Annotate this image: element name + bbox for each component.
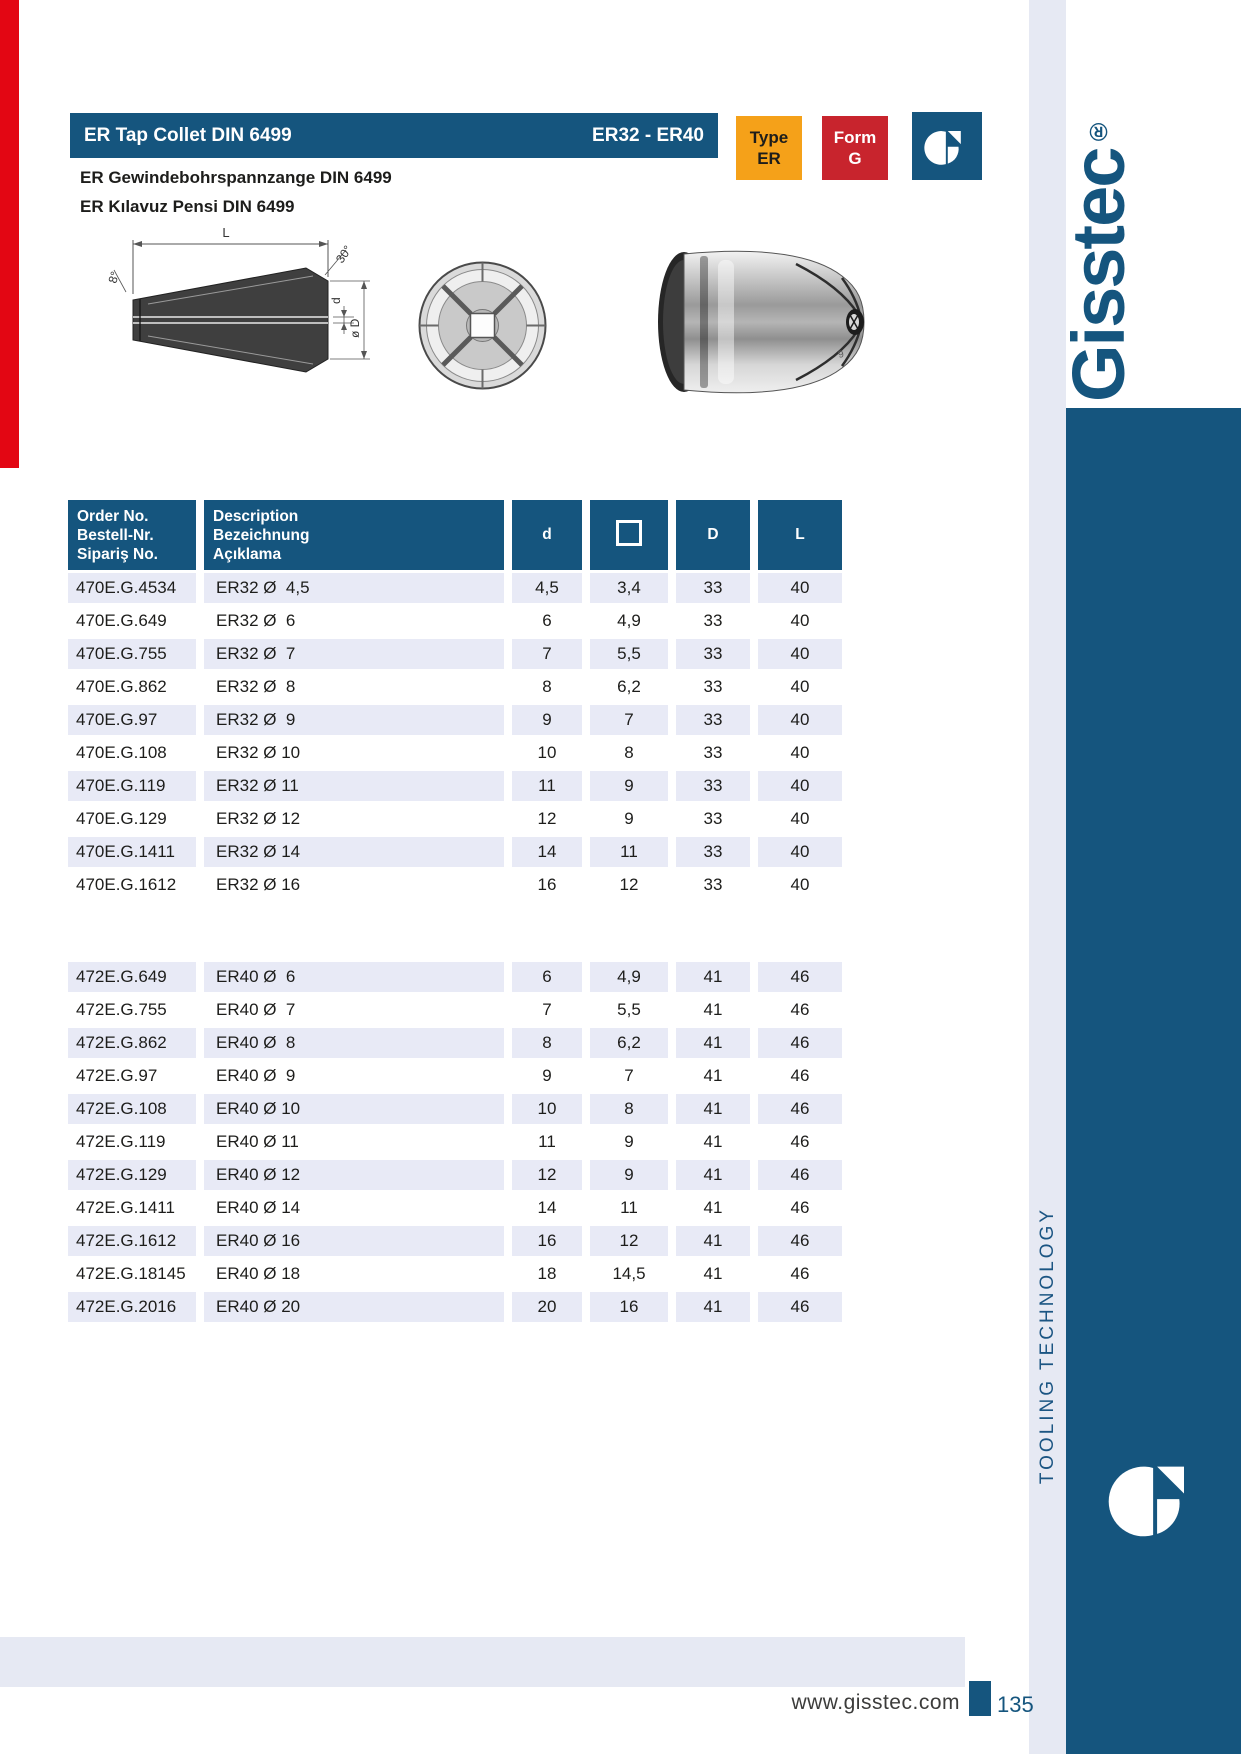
- cell-description: ER32 Ø 6: [216, 611, 296, 630]
- cell-order: 472E.G.108: [68, 1094, 196, 1124]
- gisstec-logo-icon: [924, 126, 970, 166]
- registered-mark: ®: [1084, 116, 1113, 145]
- cell-D: 41: [676, 1226, 750, 1256]
- header-D: D: [676, 500, 750, 570]
- cell-L: 40: [790, 743, 810, 762]
- cell-d: 16: [512, 1226, 582, 1256]
- cell-L: 46: [758, 1094, 842, 1124]
- cell-D: 41: [703, 1066, 723, 1085]
- table-row: [68, 672, 842, 702]
- cell-square: 9: [590, 1160, 668, 1190]
- cell-L: 40: [758, 573, 842, 603]
- cell-L: 46: [758, 1226, 842, 1256]
- cell-d: 6: [512, 962, 582, 992]
- cell-d: 10: [512, 1094, 582, 1124]
- type-badge: Type ER: [736, 116, 802, 180]
- cell-D: 33: [703, 743, 723, 762]
- section-spacer: [68, 903, 842, 959]
- cell-D: 41: [676, 962, 750, 992]
- cell-order: 472E.G.862: [68, 1028, 196, 1058]
- cell-d: 7: [512, 639, 582, 669]
- table-row: [68, 573, 842, 603]
- header-square: [590, 500, 668, 570]
- cell-description: ER32 Ø 12: [216, 809, 301, 828]
- cell-square: 6,2: [617, 677, 641, 696]
- cell-D: 41: [703, 1198, 723, 1217]
- cell-square: 11: [590, 837, 668, 867]
- table-row: [68, 804, 842, 834]
- cell-square: 9: [624, 809, 634, 828]
- header-order: Order No. Bestell-Nr. Sipariş No.: [68, 500, 196, 570]
- cell-D: 41: [703, 1000, 723, 1019]
- collet-photo: [646, 242, 876, 402]
- cell-square: 4,9: [617, 611, 641, 630]
- cell-D: 41: [676, 1292, 750, 1322]
- cell-d: 14: [537, 1198, 557, 1217]
- cell-square: 7: [590, 705, 668, 735]
- table-row: [68, 1127, 842, 1157]
- table-row: [68, 1094, 842, 1124]
- table-row: [68, 1226, 842, 1256]
- table-row: [68, 639, 842, 669]
- page-title: ER Tap Collet DIN 6499: [84, 124, 292, 146]
- header-d: d: [512, 500, 582, 570]
- cell-square: 8: [590, 1094, 668, 1124]
- cell-L: 46: [790, 1000, 810, 1019]
- cell-description: ER32 Ø 14: [204, 837, 504, 867]
- cell-description: ER40 Ø 6: [204, 962, 504, 992]
- cell-description: ER40 Ø 10: [204, 1094, 504, 1124]
- cell-square: 11: [620, 1198, 638, 1217]
- cell-L: 40: [790, 677, 810, 696]
- dim-30deg-label: 30°: [332, 242, 355, 266]
- cell-D: 41: [676, 1160, 750, 1190]
- cell-L: 40: [790, 809, 810, 828]
- subtitle-german: ER Gewindebohrspannzange DIN 6499: [80, 168, 392, 187]
- cell-D: 33: [703, 809, 723, 828]
- cell-d: 4,5: [512, 573, 582, 603]
- cell-L: 46: [790, 1198, 810, 1217]
- dim-D-label: ø D: [348, 318, 362, 338]
- cell-description: ER32 Ø 16: [216, 875, 301, 894]
- cell-order: 472E.G.18145: [76, 1264, 186, 1283]
- cell-d: 9: [512, 705, 582, 735]
- cell-square: 4,9: [590, 962, 668, 992]
- brand-name: Gisstec: [1057, 148, 1140, 402]
- cell-d: 14: [512, 837, 582, 867]
- cell-square: 16: [590, 1292, 668, 1322]
- cell-D: 33: [703, 677, 723, 696]
- cell-D: 41: [703, 1264, 723, 1283]
- cell-square: 5,5: [590, 639, 668, 669]
- table-header-row: [68, 500, 842, 570]
- cell-d: 12: [512, 1160, 582, 1190]
- cell-order: 470E.G.108: [76, 743, 167, 762]
- cell-order: 470E.G.649: [76, 611, 167, 630]
- cell-D: 33: [703, 875, 723, 894]
- form-badge: Form G: [822, 116, 888, 180]
- cell-description: ER32 Ø 11: [204, 771, 504, 801]
- cell-order: 472E.G.755: [76, 1000, 167, 1019]
- cell-order: 472E.G.1612: [68, 1226, 196, 1256]
- collet-table-body: [68, 573, 842, 1322]
- cell-L: 46: [790, 1066, 810, 1085]
- vertical-tagline: TOOLING TECHNOLOGY: [1036, 1207, 1058, 1485]
- cell-d: 20: [512, 1292, 582, 1322]
- table-row: [68, 995, 842, 1025]
- cell-order: 472E.G.97: [76, 1066, 158, 1085]
- table-row: [68, 738, 842, 768]
- collet-front-drawing: [415, 258, 550, 393]
- cell-D: 41: [676, 1094, 750, 1124]
- gisstec-logo-badge: [912, 112, 982, 180]
- cell-order: 470E.G.1411: [68, 837, 196, 867]
- cell-d: 8: [542, 677, 552, 696]
- cell-description: ER40 Ø 18: [216, 1264, 301, 1283]
- collet-side-drawing: [78, 220, 378, 410]
- table-row: [68, 606, 842, 636]
- cell-d: 7: [542, 1000, 552, 1019]
- table-row: [68, 837, 842, 867]
- cell-order: 472E.G.129: [68, 1160, 196, 1190]
- cell-L: 46: [790, 1264, 810, 1283]
- footer-band: [0, 1637, 965, 1687]
- table-row: [68, 1193, 842, 1223]
- header-description: Description Bezeichnung Açıklama: [204, 500, 504, 570]
- table-row: [68, 1061, 842, 1091]
- dim-8deg-label: 8°: [105, 269, 123, 285]
- cell-description: ER32 Ø 8: [216, 677, 296, 696]
- cell-d: 11: [512, 771, 582, 801]
- cell-D: 33: [676, 771, 750, 801]
- cell-d: 9: [542, 1066, 552, 1085]
- cell-L: 46: [758, 1160, 842, 1190]
- sidebar-blue-band: [1066, 408, 1241, 1754]
- cell-description: ER40 Ø 8: [204, 1028, 504, 1058]
- header-L: L: [758, 500, 842, 570]
- cell-D: 33: [676, 573, 750, 603]
- cell-d: 12: [537, 809, 557, 828]
- dim-L-label: L: [222, 225, 230, 240]
- cell-square: 3,4: [590, 573, 668, 603]
- cell-description: ER40 Ø 16: [204, 1226, 504, 1256]
- cell-description: ER32 Ø 10: [216, 743, 301, 762]
- cell-L: 46: [758, 1028, 842, 1058]
- cell-D: 33: [676, 837, 750, 867]
- brand-wordmark: [1057, 82, 1140, 402]
- cell-order: 472E.G.649: [68, 962, 196, 992]
- cell-D: 33: [676, 639, 750, 669]
- cell-description: ER40 Ø 9: [216, 1066, 296, 1085]
- cell-description: ER40 Ø 14: [216, 1198, 301, 1217]
- cell-d: 18: [537, 1264, 557, 1283]
- cell-order: 470E.G.755: [68, 639, 196, 669]
- website-link[interactable]: www.gisstec.com: [791, 1691, 960, 1714]
- table-row: [68, 1292, 842, 1322]
- cell-L: 46: [758, 962, 842, 992]
- cell-square: 6,2: [590, 1028, 668, 1058]
- cell-description: ER40 Ø 11: [216, 1132, 299, 1151]
- table-row: [68, 705, 842, 735]
- cell-square: 12: [590, 1226, 668, 1256]
- cell-square: 7: [624, 1066, 634, 1085]
- cell-L: 40: [790, 875, 810, 894]
- cell-square: 8: [624, 743, 634, 762]
- cell-square: 12: [619, 875, 639, 894]
- cell-d: 11: [538, 1132, 556, 1151]
- photo-engraving: 9: [837, 348, 846, 361]
- cell-d: 6: [542, 611, 552, 630]
- table-row: [68, 962, 842, 992]
- cell-order: 472E.G.1411: [76, 1198, 175, 1217]
- cell-L: 40: [758, 837, 842, 867]
- cell-d: 10: [537, 743, 557, 762]
- cell-order: 470E.G.4534: [68, 573, 196, 603]
- cell-order: 472E.G.119: [76, 1132, 166, 1151]
- cell-order: 470E.G.129: [76, 809, 167, 828]
- cell-L: 40: [758, 705, 842, 735]
- table-row: [68, 771, 842, 801]
- table-row: [68, 1160, 842, 1190]
- cell-d: 8: [512, 1028, 582, 1058]
- cell-square: 9: [590, 771, 668, 801]
- cell-square: 9: [624, 1132, 634, 1151]
- cell-D: 41: [703, 1132, 723, 1151]
- cell-D: 33: [676, 705, 750, 735]
- cell-description: ER40 Ø 12: [204, 1160, 504, 1190]
- cell-description: ER32 Ø 9: [204, 705, 504, 735]
- gisstec-logo: [1108, 1455, 1203, 1540]
- table-row: [68, 1259, 842, 1289]
- cell-L: 40: [758, 639, 842, 669]
- cell-L: 46: [758, 1292, 842, 1322]
- page-number-marker: [969, 1681, 991, 1716]
- cell-order: 470E.G.119: [68, 771, 196, 801]
- square-symbol-icon: [616, 520, 642, 546]
- collet-table: [60, 497, 850, 1325]
- table-row: [68, 1028, 842, 1058]
- cell-order: 470E.G.862: [76, 677, 167, 696]
- size-range: ER32 - ER40: [592, 124, 704, 146]
- cell-description: ER40 Ø 7: [216, 1000, 296, 1019]
- cell-description: ER40 Ø 20: [204, 1292, 504, 1322]
- cell-order: 472E.G.2016: [68, 1292, 196, 1322]
- page-number: 135: [997, 1692, 1034, 1717]
- subtitle-turkish: ER Kılavuz Pensi DIN 6499: [80, 197, 295, 216]
- dim-d-label: d: [329, 297, 343, 304]
- cell-description: ER32 Ø 4,5: [204, 573, 504, 603]
- cell-D: 41: [676, 1028, 750, 1058]
- title-bar: [70, 113, 718, 158]
- cell-square: 5,5: [617, 1000, 641, 1019]
- cell-d: 16: [537, 875, 557, 894]
- cell-L: 40: [758, 771, 842, 801]
- cell-order: 470E.G.1612: [76, 875, 177, 894]
- cell-D: 33: [703, 611, 723, 630]
- cell-square: 14,5: [612, 1264, 646, 1283]
- cell-L: 40: [790, 611, 810, 630]
- table-row: [68, 870, 842, 900]
- cell-L: 46: [790, 1132, 810, 1151]
- cell-description: ER32 Ø 7: [204, 639, 504, 669]
- cell-order: 470E.G.97: [68, 705, 196, 735]
- red-accent-bar: [0, 0, 19, 468]
